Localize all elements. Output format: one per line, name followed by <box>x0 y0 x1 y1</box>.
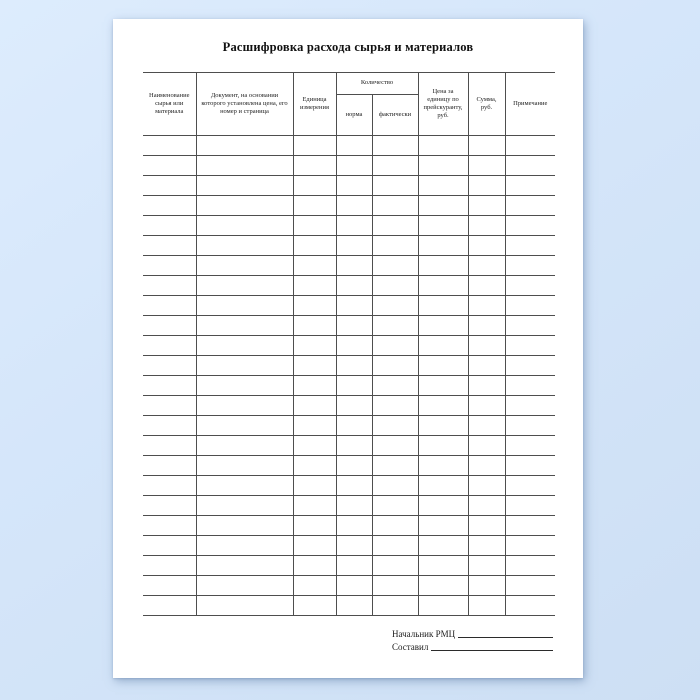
table-cell-empty <box>143 236 196 256</box>
table-cell-empty <box>336 156 372 176</box>
table-cell-empty <box>418 216 468 236</box>
table-cell-empty <box>143 596 196 616</box>
table-cell-empty <box>143 456 196 476</box>
table-cell-empty <box>143 556 196 576</box>
table-cell-empty <box>196 496 293 516</box>
table-cell-empty <box>418 456 468 476</box>
table-cell-empty <box>468 596 505 616</box>
table-cell-empty <box>468 136 505 156</box>
table-cell-empty <box>468 376 505 396</box>
table-cell-empty <box>468 516 505 536</box>
table-cell-empty <box>372 256 418 276</box>
table-row <box>143 456 555 476</box>
table-cell-empty <box>196 436 293 456</box>
table-cell-empty <box>372 236 418 256</box>
table-cell-empty <box>293 276 336 296</box>
table-cell-empty <box>372 516 418 536</box>
table-cell-empty <box>293 136 336 156</box>
table-cell-empty <box>196 236 293 256</box>
column-header-quantity-group: Количество <box>336 73 418 95</box>
table-cell-empty <box>196 316 293 336</box>
table-cell-empty <box>505 376 555 396</box>
table-cell-empty <box>293 156 336 176</box>
table-cell-empty <box>196 376 293 396</box>
table-cell-empty <box>293 316 336 336</box>
table-row <box>143 576 555 596</box>
table-cell-empty <box>293 296 336 316</box>
table-cell-empty <box>418 516 468 536</box>
table-cell-empty <box>418 416 468 436</box>
table-cell-empty <box>196 556 293 576</box>
table-cell-empty <box>143 516 196 536</box>
table-cell-empty <box>336 556 372 576</box>
table-cell-empty <box>372 436 418 456</box>
table-cell-empty <box>143 436 196 456</box>
table-cell-empty <box>293 596 336 616</box>
table-row <box>143 476 555 496</box>
table-cell-empty <box>372 396 418 416</box>
column-header-quantity-actual: фактически <box>372 95 418 136</box>
table-cell-empty <box>505 596 555 616</box>
table-row <box>143 196 555 216</box>
table-cell-empty <box>372 156 418 176</box>
table-row <box>143 176 555 196</box>
table-row <box>143 436 555 456</box>
compiler-signature-line <box>431 650 553 651</box>
table-cell-empty <box>418 476 468 496</box>
table-cell-empty <box>372 576 418 596</box>
table-cell-empty <box>293 476 336 496</box>
table-cell-empty <box>293 436 336 456</box>
table-cell-empty <box>468 156 505 176</box>
table-cell-empty <box>468 476 505 496</box>
table-cell-empty <box>196 516 293 536</box>
table-cell-empty <box>336 576 372 596</box>
table-cell-empty <box>505 296 555 316</box>
table-cell-empty <box>505 316 555 336</box>
table-cell-empty <box>372 216 418 236</box>
table-cell-empty <box>372 596 418 616</box>
table-cell-empty <box>372 376 418 396</box>
table-cell-empty <box>372 496 418 516</box>
table-cell-empty <box>505 416 555 436</box>
table-row <box>143 596 555 616</box>
table-cell-empty <box>505 476 555 496</box>
table-cell-empty <box>418 496 468 516</box>
table-cell-empty <box>196 416 293 436</box>
table-cell-empty <box>143 416 196 436</box>
table-cell-empty <box>418 316 468 336</box>
table-row <box>143 356 555 376</box>
table-cell-empty <box>196 596 293 616</box>
compiler-label: Составил <box>392 642 429 652</box>
table-cell-empty <box>336 416 372 436</box>
table-cell-empty <box>196 136 293 156</box>
table-cell-empty <box>418 376 468 396</box>
table-cell-empty <box>293 456 336 476</box>
signature-row-chief <box>392 626 553 639</box>
table-cell-empty <box>336 316 372 336</box>
table-cell-empty <box>505 136 555 156</box>
table-cell-empty <box>468 436 505 456</box>
table-row <box>143 156 555 176</box>
table-row <box>143 256 555 276</box>
column-header-note: Примечание <box>505 73 555 136</box>
table-cell-empty <box>505 176 555 196</box>
table-cell-empty <box>372 416 418 436</box>
table-cell-empty <box>418 136 468 156</box>
table-cell-empty <box>505 456 555 476</box>
table-cell-empty <box>372 296 418 316</box>
table-cell-empty <box>372 456 418 476</box>
table-cell-empty <box>468 416 505 436</box>
table-cell-empty <box>372 276 418 296</box>
table-row <box>143 496 555 516</box>
table-row <box>143 396 555 416</box>
table-cell-empty <box>468 256 505 276</box>
column-header-unit: Единица измерения <box>293 73 336 136</box>
table-cell-empty <box>293 496 336 516</box>
table-cell-empty <box>143 296 196 316</box>
table-cell-empty <box>372 336 418 356</box>
table-cell-empty <box>418 296 468 316</box>
column-header-price-document: Документ, на основании которого установлена цена, его номер и страница <box>196 73 293 136</box>
table-cell-empty <box>293 536 336 556</box>
table-row <box>143 376 555 396</box>
table-cell-empty <box>418 396 468 416</box>
column-header-material-name: Наименование сырья или материала <box>143 73 196 136</box>
table-cell-empty <box>336 496 372 516</box>
table-cell-empty <box>418 236 468 256</box>
table-cell-empty <box>196 536 293 556</box>
table-cell-empty <box>418 596 468 616</box>
table-cell-empty <box>143 396 196 416</box>
table-cell-empty <box>196 296 293 316</box>
table-cell-empty <box>505 336 555 356</box>
table-cell-empty <box>196 456 293 476</box>
column-header-unit-price: Цена за единицу по прейскуранту, руб. <box>418 73 468 136</box>
table-cell-empty <box>293 336 336 356</box>
table-cell-empty <box>336 176 372 196</box>
table-cell-empty <box>336 396 372 416</box>
table-cell-empty <box>505 396 555 416</box>
page-title: Расшифровка расхода сырья и материалов <box>222 40 474 54</box>
table-cell-empty <box>418 356 468 376</box>
table-cell-empty <box>336 216 372 236</box>
table-cell-empty <box>468 556 505 576</box>
table-cell-empty <box>468 276 505 296</box>
table-cell-empty <box>468 576 505 596</box>
table-cell-empty <box>505 196 555 216</box>
table-cell-empty <box>293 216 336 236</box>
table-cell-empty <box>418 196 468 216</box>
table-cell-empty <box>143 376 196 396</box>
table-cell-empty <box>336 456 372 476</box>
table-cell-empty <box>196 156 293 176</box>
table-row <box>143 296 555 316</box>
table-cell-empty <box>505 496 555 516</box>
table-cell-empty <box>505 276 555 296</box>
materials-breakdown-table <box>143 72 555 616</box>
table-cell-empty <box>336 296 372 316</box>
table-cell-empty <box>505 256 555 276</box>
table-cell-empty <box>293 516 336 536</box>
table-cell-empty <box>372 196 418 216</box>
table-cell-empty <box>293 236 336 256</box>
table-cell-empty <box>468 336 505 356</box>
table-cell-empty <box>505 216 555 236</box>
table-row <box>143 136 555 156</box>
table-cell-empty <box>196 256 293 276</box>
table-cell-empty <box>468 216 505 236</box>
table-cell-empty <box>372 536 418 556</box>
table-cell-empty <box>418 256 468 276</box>
table-cell-empty <box>196 576 293 596</box>
table-cell-empty <box>372 556 418 576</box>
table-cell-empty <box>143 176 196 196</box>
table-cell-empty <box>505 516 555 536</box>
table-cell-empty <box>143 336 196 356</box>
table-row <box>143 536 555 556</box>
table-cell-empty <box>418 536 468 556</box>
table-cell-empty <box>468 316 505 336</box>
table-cell-empty <box>505 536 555 556</box>
table-cell-empty <box>143 576 196 596</box>
table-cell-empty <box>143 496 196 516</box>
table-cell-empty <box>143 216 196 236</box>
table-cell-empty <box>293 256 336 276</box>
table-cell-empty <box>372 176 418 196</box>
table-cell-empty <box>143 536 196 556</box>
table-row <box>143 216 555 236</box>
table-row <box>143 416 555 436</box>
table-cell-empty <box>143 156 196 176</box>
table-cell-empty <box>468 456 505 476</box>
table-cell-empty <box>418 436 468 456</box>
table-cell-empty <box>418 276 468 296</box>
table-cell-empty <box>336 356 372 376</box>
table-cell-empty <box>293 416 336 436</box>
table-cell-empty <box>372 136 418 156</box>
table-cell-empty <box>143 256 196 276</box>
table-cell-empty <box>372 356 418 376</box>
table-cell-empty <box>418 156 468 176</box>
table-cell-empty <box>336 596 372 616</box>
table-cell-empty <box>143 276 196 296</box>
table-cell-empty <box>336 516 372 536</box>
table-cell-empty <box>336 336 372 356</box>
table-row <box>143 236 555 256</box>
table-row <box>143 276 555 296</box>
table-cell-empty <box>293 196 336 216</box>
table-row <box>143 316 555 336</box>
table-cell-empty <box>196 396 293 416</box>
table-cell-empty <box>336 376 372 396</box>
table-cell-empty <box>418 556 468 576</box>
table-cell-empty <box>418 176 468 196</box>
table-cell-empty <box>196 196 293 216</box>
table-cell-empty <box>336 256 372 276</box>
table-cell-empty <box>336 436 372 456</box>
table-cell-empty <box>293 576 336 596</box>
document-page <box>113 19 583 678</box>
table-row <box>143 516 555 536</box>
table-cell-empty <box>336 196 372 216</box>
table-cell-empty <box>336 136 372 156</box>
table-cell-empty <box>505 236 555 256</box>
table-cell-empty <box>372 476 418 496</box>
table-cell-empty <box>143 136 196 156</box>
table-cell-empty <box>336 536 372 556</box>
table-cell-empty <box>505 556 555 576</box>
table-cell-empty <box>468 296 505 316</box>
table-cell-empty <box>505 436 555 456</box>
table-cell-empty <box>143 316 196 336</box>
chief-signature-line <box>458 637 553 638</box>
table-cell-empty <box>196 476 293 496</box>
table-cell-empty <box>468 196 505 216</box>
table-cell-empty <box>468 536 505 556</box>
table-cell-empty <box>468 236 505 256</box>
table-row <box>143 336 555 356</box>
table-cell-empty <box>143 356 196 376</box>
table-cell-empty <box>143 476 196 496</box>
signature-row-compiler <box>392 639 553 652</box>
table-cell-empty <box>468 496 505 516</box>
table-cell-empty <box>143 196 196 216</box>
table-cell-empty <box>418 336 468 356</box>
signature-block <box>392 626 553 652</box>
table-row <box>143 556 555 576</box>
table-cell-empty <box>336 276 372 296</box>
table-cell-empty <box>293 396 336 416</box>
table-cell-empty <box>293 356 336 376</box>
column-header-quantity-norm: норма <box>336 95 372 136</box>
table-cell-empty <box>418 576 468 596</box>
table-cell-empty <box>468 356 505 376</box>
chief-label: Начальник РМЦ <box>392 629 456 639</box>
column-header-sum: Сумма, руб. <box>468 73 505 136</box>
table-cell-empty <box>196 356 293 376</box>
table-cell-empty <box>468 176 505 196</box>
table-cell-empty <box>505 356 555 376</box>
table-cell-empty <box>336 476 372 496</box>
table-cell-empty <box>505 576 555 596</box>
table-cell-empty <box>336 236 372 256</box>
table-cell-empty <box>372 316 418 336</box>
table-cell-empty <box>293 376 336 396</box>
table-cell-empty <box>293 176 336 196</box>
table-cell-empty <box>505 156 555 176</box>
table-cell-empty <box>293 556 336 576</box>
table-cell-empty <box>196 276 293 296</box>
table-cell-empty <box>196 336 293 356</box>
table-cell-empty <box>468 396 505 416</box>
table-cell-empty <box>196 176 293 196</box>
table-cell-empty <box>196 216 293 236</box>
